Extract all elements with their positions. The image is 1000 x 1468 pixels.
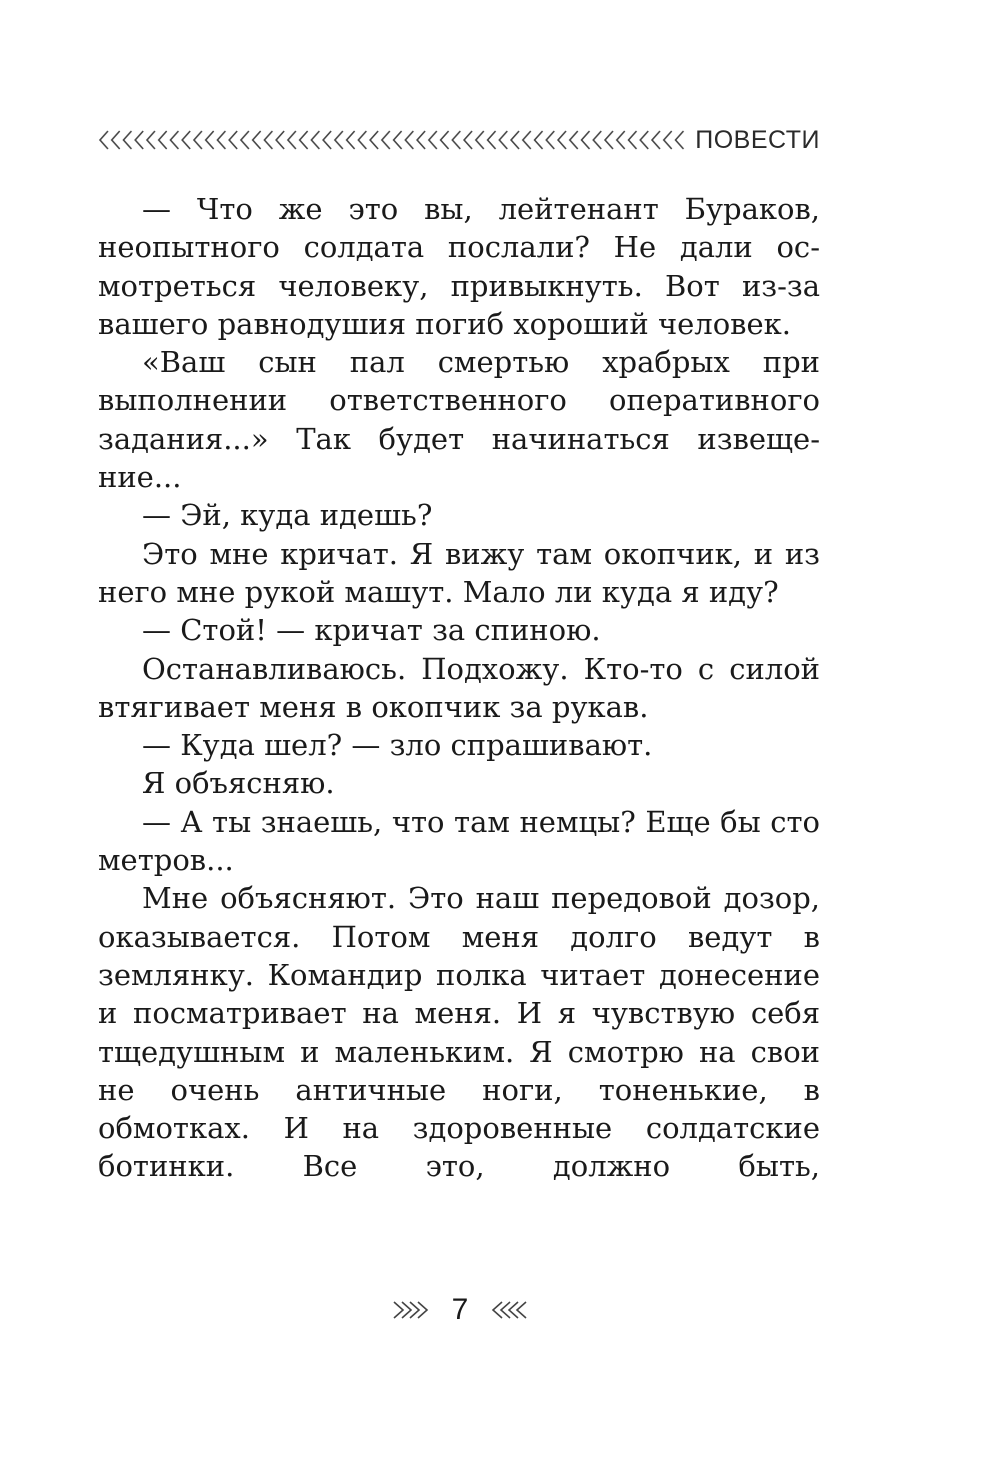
paragraph: Мне объясняют. Это наш передовой дозор, оказывается. Потом меня долго ведут в землянку. Командир полка читает донесение и посматривает на меня. И я чувствую себя тщедушным и маленьким. Я смотрю на свои не очень античные ноги, тоненькие, в обмотках. И на здоровенные солдатские ботинки. Все это, должно быть,: [98, 881, 820, 1184]
paragraph: — Куда шел? — зло спрашивают.: [142, 728, 653, 763]
running-header: [98, 118, 820, 162]
paragraph: — А ты знаешь, что там немцы? Еще бы сто метров...: [98, 804, 820, 878]
chevron-ornament-icon: [98, 128, 685, 152]
paragraph: — Эй, куда идешь?: [142, 498, 433, 533]
paragraph: Я объясняю.: [142, 766, 335, 801]
section-title: ПОВЕСТИ: [695, 125, 820, 154]
body-text: [98, 190, 820, 1186]
paragraph: Останавливаюсь. Подхожу. Кто-то с силой втягивает меня в окопчик за рукав.: [98, 651, 820, 724]
paragraph: — Стой! — кричат за спиною.: [142, 613, 601, 648]
paragraph: Это мне кричат. Я вижу там окопчик, и из него мне рукой машут. Мало ли куда я иду?: [98, 536, 820, 609]
chevron-left-icon: [486, 1299, 530, 1321]
paragraph: «Ваш сын пал смертью храбрых при выполнении ответственного оперативного задания...» Так будет начинаться извещение...: [98, 345, 820, 495]
paragraph: — Что же это вы, лейтенант Бураков, неопытного солдата послали? Не дали осмотреться человеку, привыкнуть. Вот из-за вашего равнодушия погиб хороший человек.: [98, 192, 820, 341]
chevron-right-icon: [390, 1299, 434, 1321]
page-number: 7: [451, 1293, 469, 1326]
page-footer: [380, 1290, 540, 1330]
